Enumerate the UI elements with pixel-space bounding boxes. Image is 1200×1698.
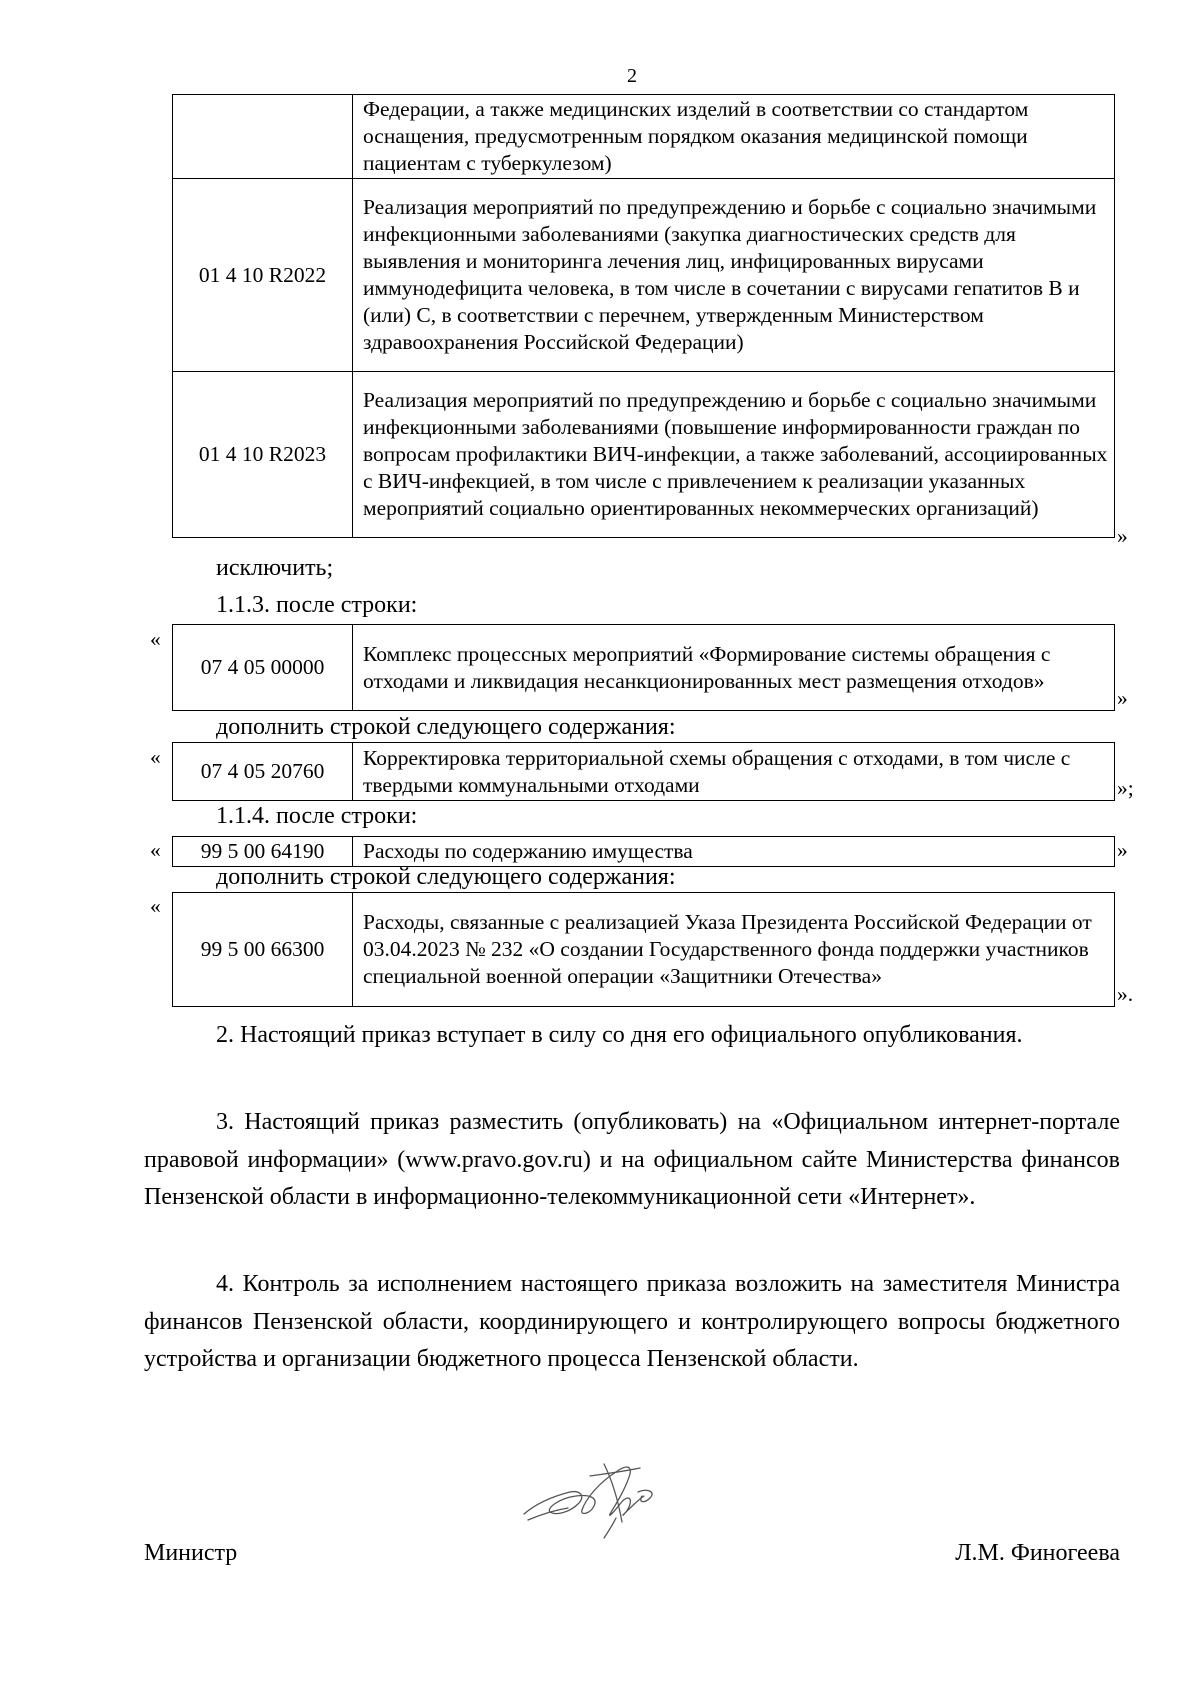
close-quote: ». [1117, 982, 1134, 1006]
description-cell: Реализация мероприятий по предупреждению и борьбе с социально значимыми инфекционными заболеваниями (закупка диагностических средств для выявления и мониторинга лечения лиц, инфицированных вирусами иммунодефицита человека, в том числе в сочетании с вирусами гепатитов B и (или) C, в соответствии с перечнем, утвержденным Министерством здравоохранения Российской Федерации) [353, 179, 1115, 372]
budget-codes-table-1 [172, 94, 1115, 538]
paragraph-2: 2. Настоящий приказ вступает в силу со дня его официального опубликования. [216, 1022, 1023, 1048]
close-quote: » [1117, 838, 1128, 862]
code-cell: 01 4 10 R2022 [173, 179, 353, 372]
description-cell: Расходы по содержанию имущества [353, 837, 1115, 867]
open-quote: « [150, 745, 161, 769]
code-cell: 99 5 00 66300 [173, 893, 353, 1007]
text-after-row-113: 1.1.3. после строки: [216, 592, 418, 618]
text-add-row-2: дополнить строкой следующего содержания: [216, 864, 676, 890]
open-quote: « [150, 838, 161, 862]
table-row [173, 625, 1115, 711]
table-row [173, 743, 1115, 801]
close-quote: » [1117, 524, 1128, 548]
code-cell: 07 4 05 20760 [173, 743, 353, 801]
table-row [173, 179, 1115, 372]
code-cell [173, 95, 353, 179]
paragraph-4: 4. Контроль за исполнением настоящего приказа возложить на заместителя Министра финансов Пензенской области, координирующего и контролирующего вопросы бюджетного устройства и организации бюджетного процесса Пензенской области. [144, 1271, 1120, 1372]
text-exclude: исключить; [216, 555, 334, 581]
budget-codes-table-2 [172, 624, 1115, 711]
signer-position: Министр [144, 1540, 238, 1566]
table-row [173, 372, 1115, 538]
close-quote: » [1117, 686, 1128, 710]
text-after-row-114: 1.1.4. после строки: [216, 803, 418, 829]
paragraph-3: 3. Настоящий приказ разместить (опубликовать) на «Официальном интернет-портале правовой информации» (www.pravo.gov.ru) и на официальном сайте Министерства финансов Пензенской области в информационно-телекоммуникационной сети «Интернет». [144, 1109, 1120, 1210]
open-quote: « [150, 894, 161, 918]
code-cell: 99 5 00 64190 [173, 837, 353, 867]
description-cell: Комплекс процессных мероприятий «Формирование системы обращения с отходами и ликвидация несанкционированных мест размещения отходов» [353, 625, 1115, 711]
handwritten-signature-icon [520, 1452, 670, 1542]
description-cell: Федерации, а также медицинских изделий в соответствии со стандартом оснащения, предусмотренным порядком оказания медицинской помощи пациентам с туберкулезом) [353, 95, 1115, 179]
description-cell: Реализация мероприятий по предупреждению и борьбе с социально значимыми инфекционными заболеваниями (повышение информированности граждан по вопросам профилактики ВИЧ-инфекции, а также заболеваний, ассоциированных с ВИЧ-инфекцией, в том числе с привлечением к реализации указанных мероприятий социально ориентированных некоммерческих организаций) [353, 372, 1115, 538]
text-add-row-1: дополнить строкой следующего содержания: [216, 714, 676, 740]
signer-name: Л.М. Финогеева [955, 1540, 1120, 1566]
page-number: 2 [627, 65, 637, 87]
close-quote: »; [1117, 776, 1134, 800]
budget-codes-table-5 [172, 892, 1115, 1007]
budget-codes-table-3 [172, 742, 1115, 801]
code-cell: 01 4 10 R2023 [173, 372, 353, 538]
table-row [173, 893, 1115, 1007]
open-quote: « [150, 627, 161, 651]
description-cell: Корректировка территориальной схемы обращения с отходами, в том числе с твердыми коммунальными отходами [353, 743, 1115, 801]
description-cell: Расходы, связанные с реализацией Указа Президента Российской Федерации от 03.04.2023 № 232 «О создании Государственного фонда поддержки участников специальной военной операции «Защитники Отечества» [353, 893, 1115, 1007]
table-row [173, 95, 1115, 179]
code-cell: 07 4 05 00000 [173, 625, 353, 711]
